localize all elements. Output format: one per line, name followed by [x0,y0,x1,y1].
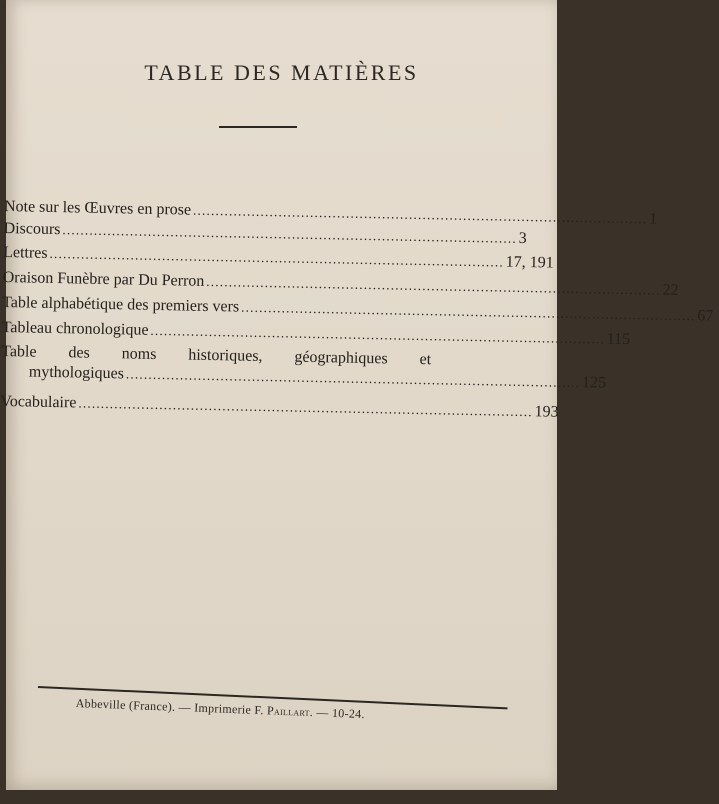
toc-entry-page: 3 [518,229,527,248]
label-word: géographiques [294,348,388,368]
imprint-place: Abbeville (France). [75,696,176,714]
page-title: TABLE DES MATIÈRES [144,60,419,85]
toc-entry-label: Vocabulaire [0,392,77,412]
toc-entry-page: 193 [534,403,559,421]
toc-entry-label: Discours [3,219,61,239]
toc-entry-page: 115 [606,330,631,349]
toc-entry [1,342,607,392]
label-word: et [419,351,432,369]
toc-entry-page: 125 [581,374,607,392]
toc-entry [0,392,559,422]
toc-entry-label: Oraison Funèbre par Du Perron [2,268,205,290]
toc-entry-label: Note sur les Œuvres en prose [3,198,192,219]
toc-entry-label: Lettres [2,243,48,262]
label-word: noms [121,345,157,363]
toc-entry-page: 67 [697,307,714,325]
toc-entry-label: Table alphabétique des premiers vers [2,293,240,316]
toc-entry [2,293,714,325]
imprint-separator: . — [309,704,333,720]
toc-entry [2,268,679,299]
dot-leader [241,298,694,327]
imprint-separator: — [175,699,195,715]
label-word: des [68,344,90,362]
dot-leader [78,393,531,422]
dot-leader [206,272,659,301]
dot-leader [49,244,502,273]
toc-entry-page: 1 [649,210,658,228]
imprint-code: 10-24. [331,705,366,722]
toc-entry-page: 22 [662,281,679,299]
toc-entry [2,243,554,273]
toc-entry-label: Tableau chronologique [1,318,149,339]
label-word: historiques, [188,346,263,365]
toc-entry-label-line2: mythologiques [28,363,125,383]
toc-entry-page: 17, 191 [505,253,554,272]
imprint-printer: Imprimerie F. [193,700,268,718]
imprint-printer-name: Paillart [266,703,311,719]
label-word: Table [1,342,37,361]
dot-leader [126,364,579,393]
